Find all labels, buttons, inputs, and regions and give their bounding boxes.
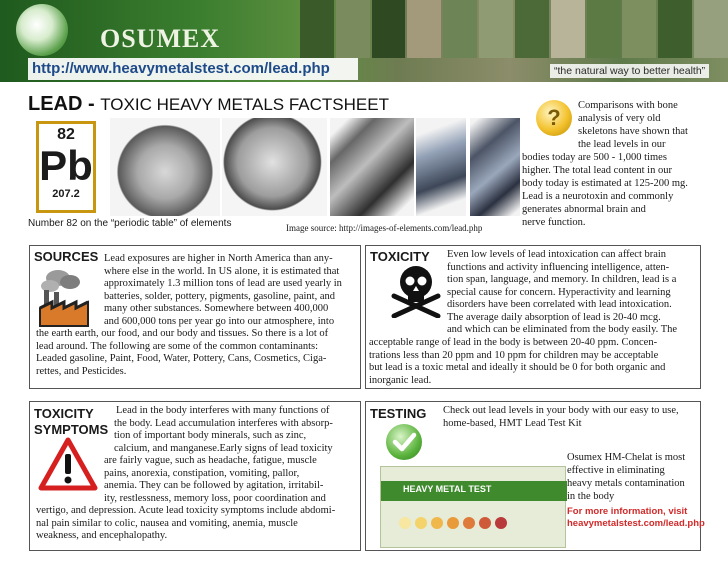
question-mark-icon: ? <box>536 100 572 136</box>
hmt-test-kit-image <box>380 466 566 548</box>
skull-crossbones-icon <box>390 262 442 318</box>
product-label: HEAVY METAL TEST <box>403 484 492 494</box>
page-header <box>0 0 728 82</box>
symptoms-text-bottom: vertigo, and depression. Acute lead toxicity symptoms include abdomi- nal pain similar to colic, nausea and vomiting, anemia, muscle weakness, and encephalopathy. <box>36 505 336 541</box>
tagline: “the natural way to better health” <box>550 64 709 78</box>
page-url-link[interactable]: http://www.heavymetalstest.com/lead.php <box>32 60 330 77</box>
lead-sample-image <box>330 118 414 216</box>
title-main: LEAD - <box>28 93 101 115</box>
warning-triangle-icon <box>38 436 98 492</box>
lead-sample-image <box>470 118 520 216</box>
atomic-number: 82 <box>57 126 75 143</box>
comparison-text: Comparisons with bone analysis of very old skeletons have shown that the lead levels in our bodies today are 500 - 1,000 times higher. The total lead content in our body today is estimated at 125-200 mg. Lead is a neurotoxin and commonly generates abnormal brain and nerve function. <box>522 100 688 228</box>
factory-icon <box>36 268 92 330</box>
lead-sample-image <box>416 118 466 216</box>
page-title <box>28 93 389 116</box>
sources-heading: SOURCES <box>34 249 99 264</box>
element-caption: Number 82 on the “periodic table” of elements <box>28 218 232 229</box>
testing-heading: TESTING <box>370 406 427 421</box>
element-tile <box>36 121 96 213</box>
lead-sample-image <box>222 118 327 216</box>
symptoms-heading: TOXICITY SYMPTOMS <box>34 406 109 437</box>
brand-name: OSUMEX <box>100 24 221 53</box>
header-photo-strip <box>300 0 728 58</box>
osumex-logo-icon <box>16 4 68 56</box>
toxicity-text-top: Even low levels of lead intoxication can affect brain functions and activity influencing intelligence, atten- tion span, language, and memory. In children, lead is a special cause for concern. Hyperactivity and learning disorders have been correlated with lead intoxication. The average daily absorption of lead is 20-40 mcg. and which can be eliminated from the body easily. The <box>447 249 678 335</box>
image-source-caption: Image source: http://images-of-elements.com/lead.php <box>286 223 483 233</box>
test-color-scale <box>399 517 507 529</box>
atomic-mass: 207.2 <box>52 188 80 200</box>
title-sub: TOXIC HEAVY METALS FACTSHEET <box>100 95 389 114</box>
toxicity-heading: TOXICITY <box>370 249 430 264</box>
promo-text: Osumex HM-Chelat is most effective in eliminating heavy metals contamination in the body <box>567 452 686 502</box>
sources-text-bottom: the earth earth, our food, and our body and tissues. So there is a lot of lead around. The following are some of the common contaminants: Leaded gasoline, Paint, Food, Water, Pottery, Cans, Cosmetics, Ciga- rettes, and Pesticides. <box>36 328 329 377</box>
more-info-link[interactable]: For more information, visit heavymetalstest.com/lead.php <box>567 506 705 529</box>
testing-text: Check out lead levels in your body with our easy to use, home-based, HMT Lead Test Kit <box>443 405 679 429</box>
toxicity-text-bottom: acceptable range of lead in the body is between 20-40 ppm. Concen- trations less than 20 ppm and 10 ppm for children may be acceptable but lead is a toxic metal and ideally it should be 0 for both organic and inorganic lead. <box>369 337 666 386</box>
sources-text-top: Lead exposures are higher in North America than any- where else in the world. In US alone, it is estimated that approximately 1.3 million tons of lead are used yearly in batteries, solder, pottery, pigments, gasoline, paint, and many other substances. Somewhere between 400,000 and 600,000 tons per year go into our atmosphere, into <box>104 253 342 327</box>
checkmark-icon <box>386 424 422 460</box>
element-symbol: Pb <box>39 142 93 189</box>
lead-sample-image <box>110 118 220 216</box>
symptoms-text-top: Lead in the body interferes with many functions of the body. Lead accumulation interferes with absorp- tion of important body minerals, such as zinc, calcium, and manganese.Early signs of lead toxicity are fairly vague, such as headache, fatigue, muscle pains, anorexia, constipation, vomiting, pallor, anemia. They can be followed by agitation, irritabil- ity, restlessness, memory loss, poor coordination and <box>104 405 333 504</box>
